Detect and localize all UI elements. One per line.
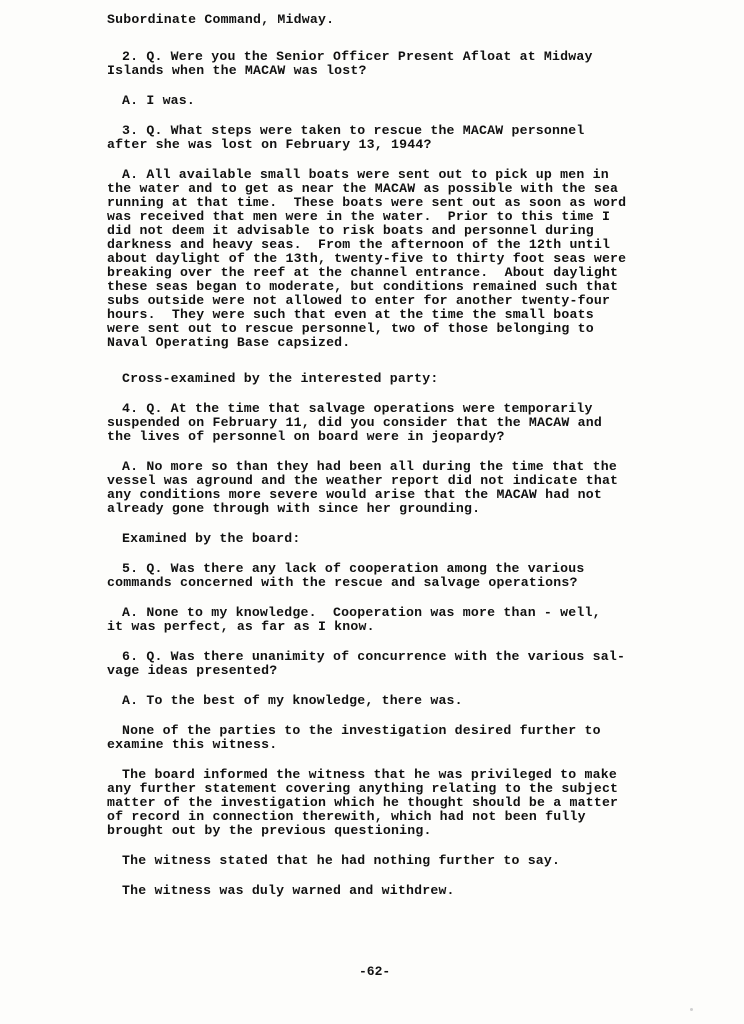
text-line: subs outside were not allowed to enter for another twenty-four — [107, 293, 611, 308]
text-line: matter of the investigation which he thought should be a matter — [107, 795, 619, 810]
text-line: it was perfect, as far as I know. — [107, 619, 375, 634]
section-heading: Cross-examined by the interested party: — [122, 371, 439, 386]
text-line: 4. Q. At the time that salvage operations were temporarily — [122, 401, 593, 416]
text-line: Islands when the MACAW was lost? — [107, 63, 367, 78]
text-line: did not deem it advisable to risk boats and personnel during — [107, 223, 594, 238]
text-line: was received that men were in the water. Prior to this time I — [107, 209, 611, 224]
text-line: any conditions more severe would arise that the MACAW had not — [107, 487, 602, 502]
text-line: A. No more so than they had been all during the time that the — [122, 459, 617, 474]
text-line: were sent out to rescue personnel, two of those belonging to — [107, 321, 594, 336]
text-line: hours. They were such that even at the time the small boats — [107, 307, 594, 322]
text-line: commands concerned with the rescue and salvage operations? — [107, 575, 578, 590]
text-line: running at that time. These boats were sent out as soon as word — [107, 195, 627, 210]
text-line: the lives of personnel on board were in jeopardy? — [107, 429, 505, 444]
text-line: 6. Q. Was there unanimity of concurrence with the various sal- — [122, 649, 626, 664]
header-line: Subordinate Command, Midway. — [107, 12, 335, 27]
section-heading: Examined by the board: — [122, 531, 301, 546]
text-line: darkness and heavy seas. From the afternoon of the 12th until — [107, 237, 611, 252]
text-line: A. To the best of my knowledge, there was. — [122, 693, 463, 708]
text-line: examine this witness. — [107, 737, 278, 752]
text-line: 3. Q. What steps were taken to rescue the MACAW personnel — [122, 123, 585, 138]
text-line: suspended on February 11, did you consider that the MACAW and — [107, 415, 602, 430]
text-line: 5. Q. Was there any lack of cooperation among the various — [122, 561, 585, 576]
text-line: after she was lost on February 13, 1944? — [107, 137, 432, 152]
page-number: -62- — [359, 964, 391, 979]
text-line: these seas began to moderate, but conditions remained such that — [107, 279, 619, 294]
text-line: The witness was duly warned and withdrew. — [122, 883, 455, 898]
text-line: any further statement covering anything relating to the subject — [107, 781, 619, 796]
text-line: A. I was. — [122, 93, 196, 108]
text-line: A. All available small boats were sent out to pick up men in — [122, 167, 609, 182]
text-line: Naval Operating Base capsized. — [107, 335, 351, 350]
text-line: The board informed the witness that he was privileged to make — [122, 767, 617, 782]
text-line: already gone through with since her grounding. — [107, 501, 481, 516]
text-line: A. None to my knowledge. Cooperation was more than - well, — [122, 605, 601, 620]
text-line: brought out by the previous questioning. — [107, 823, 432, 838]
scan-speck — [690, 1008, 693, 1011]
text-line: vage ideas presented? — [107, 663, 278, 678]
text-line: the water and to get as near the MACAW as possible with the sea — [107, 181, 619, 196]
text-line: breaking over the reef at the channel entrance. About daylight — [107, 265, 619, 280]
text-line: vessel was aground and the weather report did not indicate that — [107, 473, 619, 488]
text-line: 2. Q. Were you the Senior Officer Present Afloat at Midway — [122, 49, 593, 64]
text-line: None of the parties to the investigation desired further to — [122, 723, 601, 738]
text-line: about daylight of the 13th, twenty-five to thirty foot seas were — [107, 251, 627, 266]
text-line: The witness stated that he had nothing further to say. — [122, 853, 561, 868]
text-line: of record in connection therewith, which had not been fully — [107, 809, 586, 824]
